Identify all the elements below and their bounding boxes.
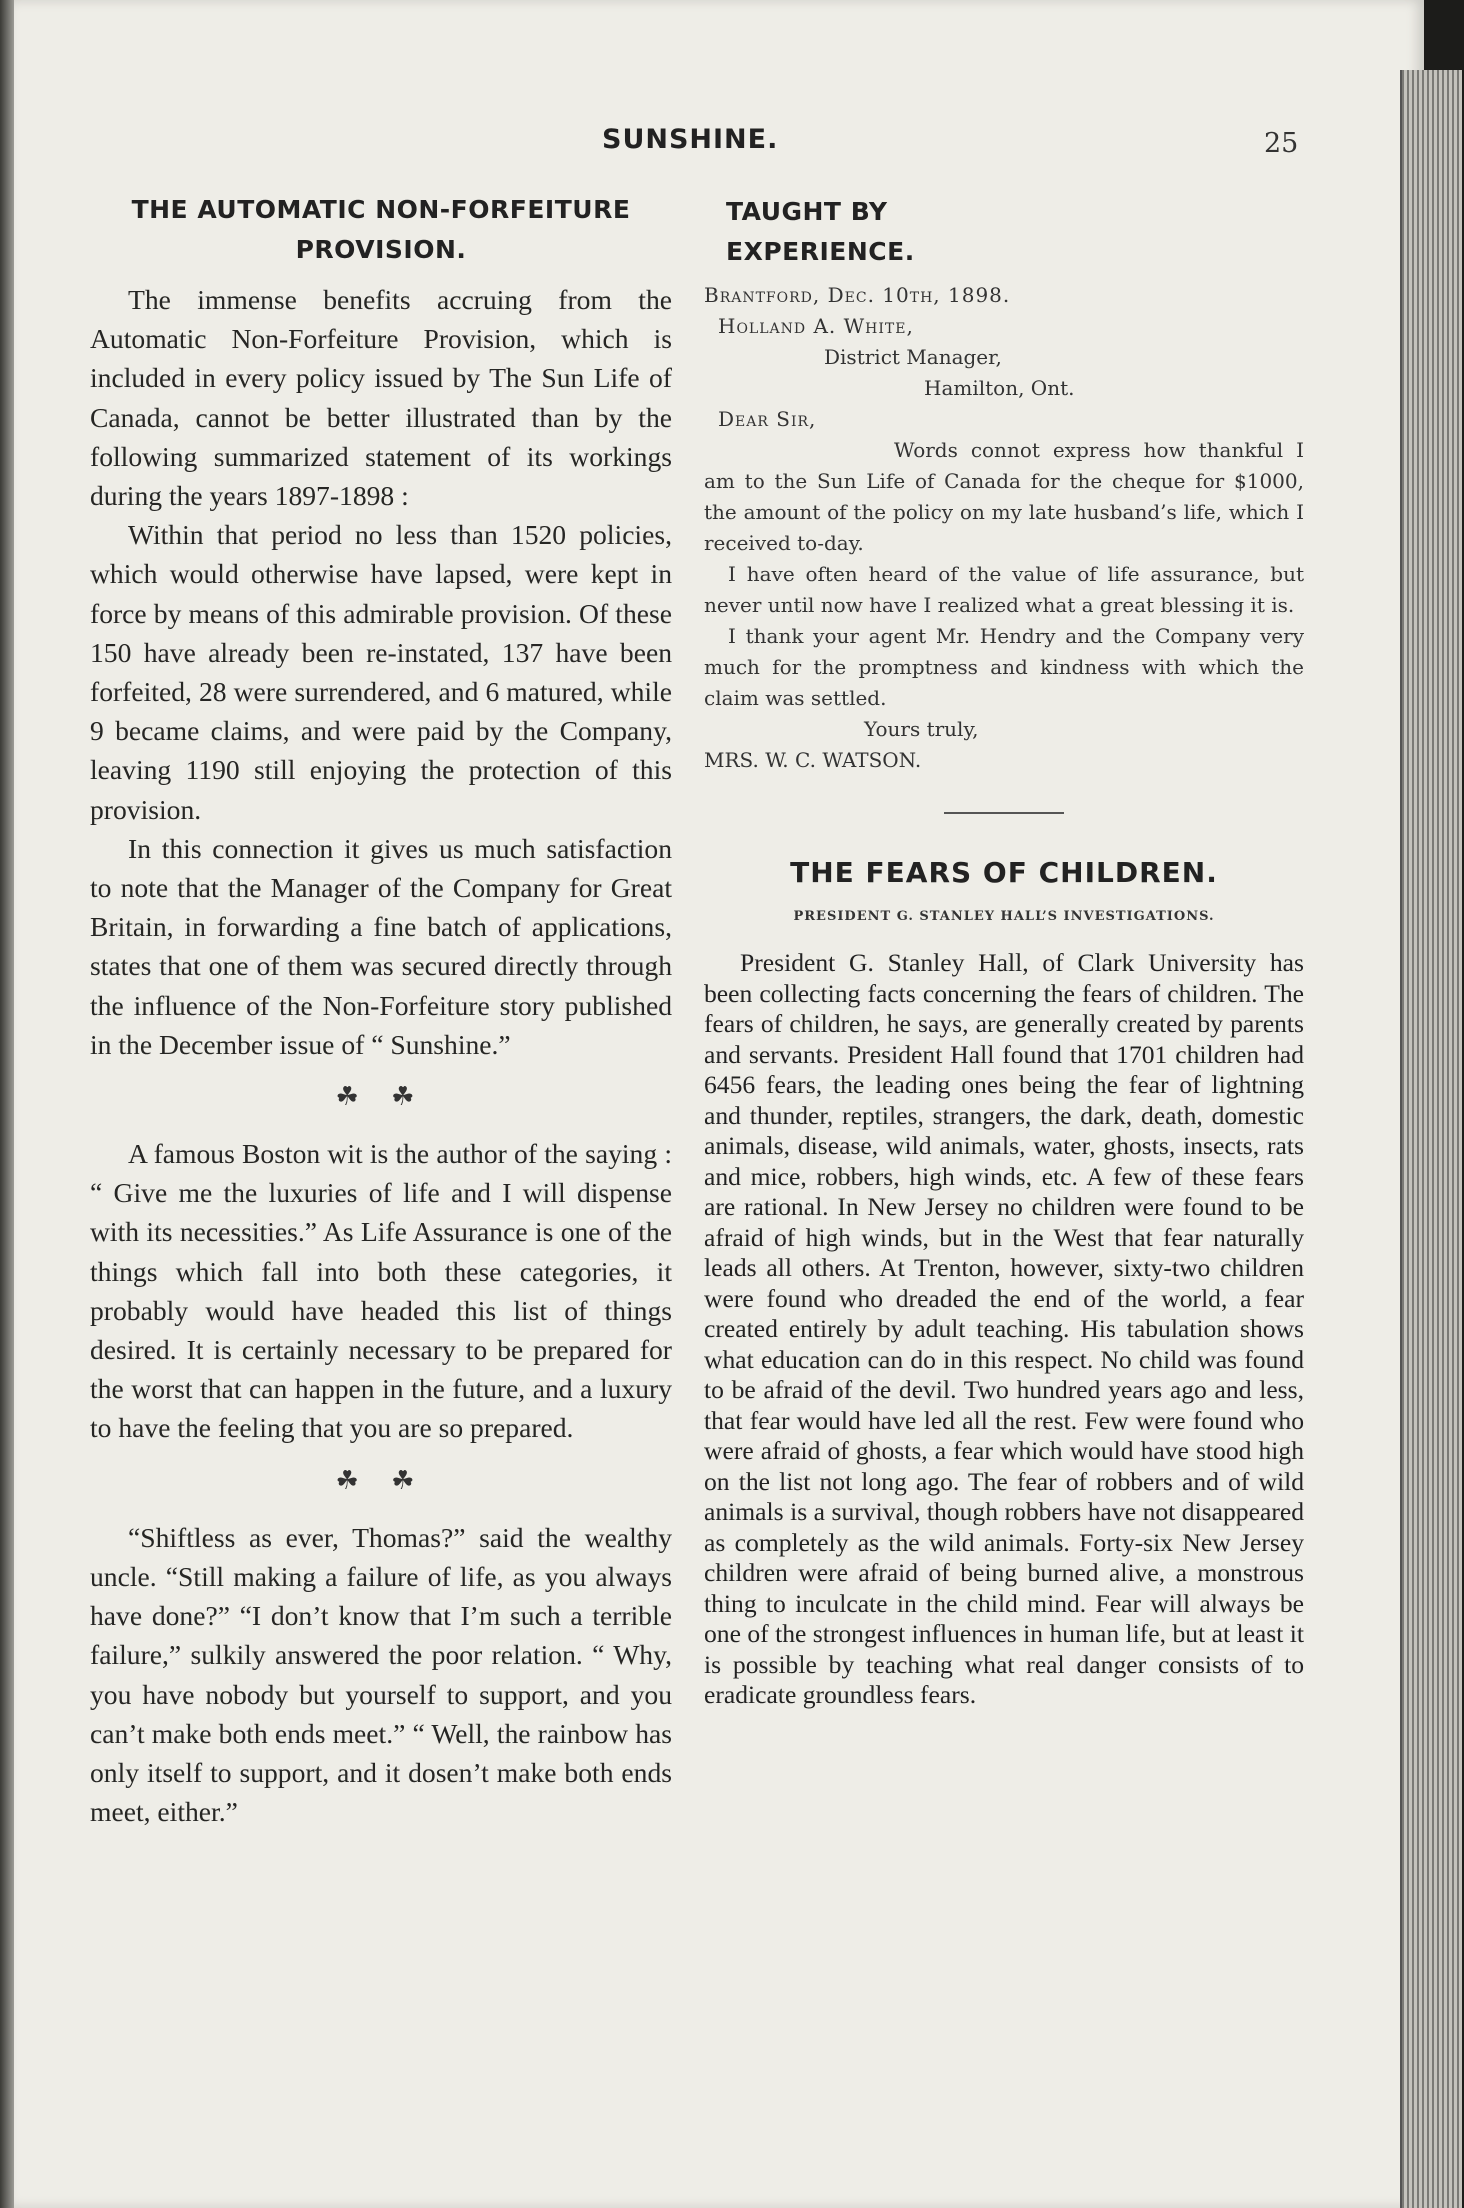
letter-closing: Yours truly,: [864, 717, 979, 741]
heading-line-2: EXPERIENCE.: [726, 237, 915, 266]
heading-line-1: TAUGHT BY: [726, 197, 888, 226]
article-heading-taught-by: [726, 192, 1304, 272]
letter-paragraph-1: Words connot express how thankful I am to the Sun Life of Canada for the cheque for $1000, the amount of the policy on my late husband’s life, which I received to-day.: [704, 438, 1304, 555]
left-column: [90, 190, 672, 1831]
letter-dateline: Brantford, Dec. 10th, 1898.: [704, 283, 1011, 307]
letter-place: Hamilton, Ont.: [924, 376, 1075, 400]
letter-paragraph-3: I thank your agent Mr. Hendry and the Company very much for the promptness and kindness with which the claim was settled.: [704, 624, 1304, 710]
article-subheading-fears: PRESIDENT G. STANLEY HALL’S INVESTIGATIONS.: [793, 909, 1215, 924]
letter-signature: MRS. W. C. WATSON.: [704, 748, 922, 772]
letter-addressee: Holland A. White,: [718, 314, 914, 338]
page-edges: [1400, 70, 1462, 2208]
ornament-divider: ☘ ☘: [335, 1082, 427, 1113]
article-heading-fears: THE FEARS OF CHILDREN.: [790, 856, 1218, 889]
page-header: [14, 124, 1424, 164]
right-column: [704, 192, 1304, 1711]
paragraph-shiftless: “Shiftless as ever, Thomas?” said the wealthy uncle. “Still making a failure of life, as you always have done?” “I don’t know that I’m such a terrible failure,” sulkily answered the poor relation. “ Why, you have nobody but yourself to support, and you can’t make both ends meet.” “ Well, the rainbow has only itself to support, and it dosen’t make both ends meet, either.”: [90, 1521, 672, 1828]
paragraph-boston-wit: A famous Boston wit is the author of the saying : “ Give me the luxuries of life and I will dispense with its necessities.” As Life Assurance is one of the things which fall into both these categories, it probably would have headed this list of things desired. It is certainly necessary to be prepared for the worst that can happen in the future, and a luxury to have the feeling that you are so prepared.: [90, 1138, 672, 1444]
page-number: 25: [1264, 128, 1299, 159]
letter: [704, 280, 1304, 776]
letter-salutation: Dear Sir,: [718, 407, 817, 431]
ornament-divider-2: ☘ ☘: [335, 1465, 427, 1496]
running-title: SUNSHINE.: [602, 124, 779, 155]
paragraph-benefits: The immense benefits accruing from the Automatic Non-Forfeiture Provision, which is included in every policy issued by The Sun Life of Canada, cannot be better illustrated than by the following summarized statement of its workings during the years 1897-1898 :: [90, 284, 672, 512]
section-rule: [944, 812, 1064, 814]
paragraph-period: Within that period no less than 1520 policies, which would otherwise have lapsed, were kept in force by means of this admirable provision. Of these 150 have already been re-instated, 137 have been forfeited, 28 were surrendered, and 6 matured, while 9 became claims, and were paid by the Company, leaving 1190 still enjoying the protection of this provision.: [90, 519, 672, 825]
paragraph-connection: In this connection it gives us much satisfaction to note that the Manager of the Company for Great Britain, in forwarding a fine batch of applications, states that one of them was secured directly through the influence of the Non-Forfeiture story published in the December issue of “ Sunshine.”: [90, 832, 672, 1060]
letter-role: District Manager,: [824, 345, 1002, 369]
letter-paragraph-2: I have often heard of the value of life assurance, but never until now have I realized what a great blessing it is.: [704, 562, 1304, 617]
article-heading-non-forfeiture: THE AUTOMATIC NON-FORFEITURE PROVISION.: [131, 195, 631, 264]
book-page: [14, 0, 1424, 2208]
paragraph-fears: President G. Stanley Hall, of Clark University has been collecting facts concerning the fears of children. The fears of children, he says, are generally created by parents and servants. President Hall found that 1701 children had 6456 fears, the leading ones being the fear of lightning and thunder, reptiles, strangers, the dark, death, domestic animals, disease, wild animals, water, ghosts, insects, rats and mice, robbers, high winds, etc. A few of these fears are rational. In New Jersey no children were found to be afraid of high winds, but in the West that fear naturally leads all others. At Trenton, however, sixty-two children were found who dreaded the end of the world, a fear created entirely by adult teaching. His tabulation shows what education can do in this respect. No child was found to be afraid of the devil. Two hundred years ago and less, that fear would have led all the rest. Few were found who were afraid of ghosts, a fear which would have stood high on the list not long ago. The fear of robbers and of wild animals is a survival, though robbers have not disappeared as completely as the wild animals. Forty-six New Jersey children were afraid of being burned alive, a monstrous thing to inculcate in the child mind. Fear will always be one of the strongest influences in human life, but at least it is possible by teaching what real danger consists of to eradicate groundless fears.: [704, 948, 1304, 1709]
